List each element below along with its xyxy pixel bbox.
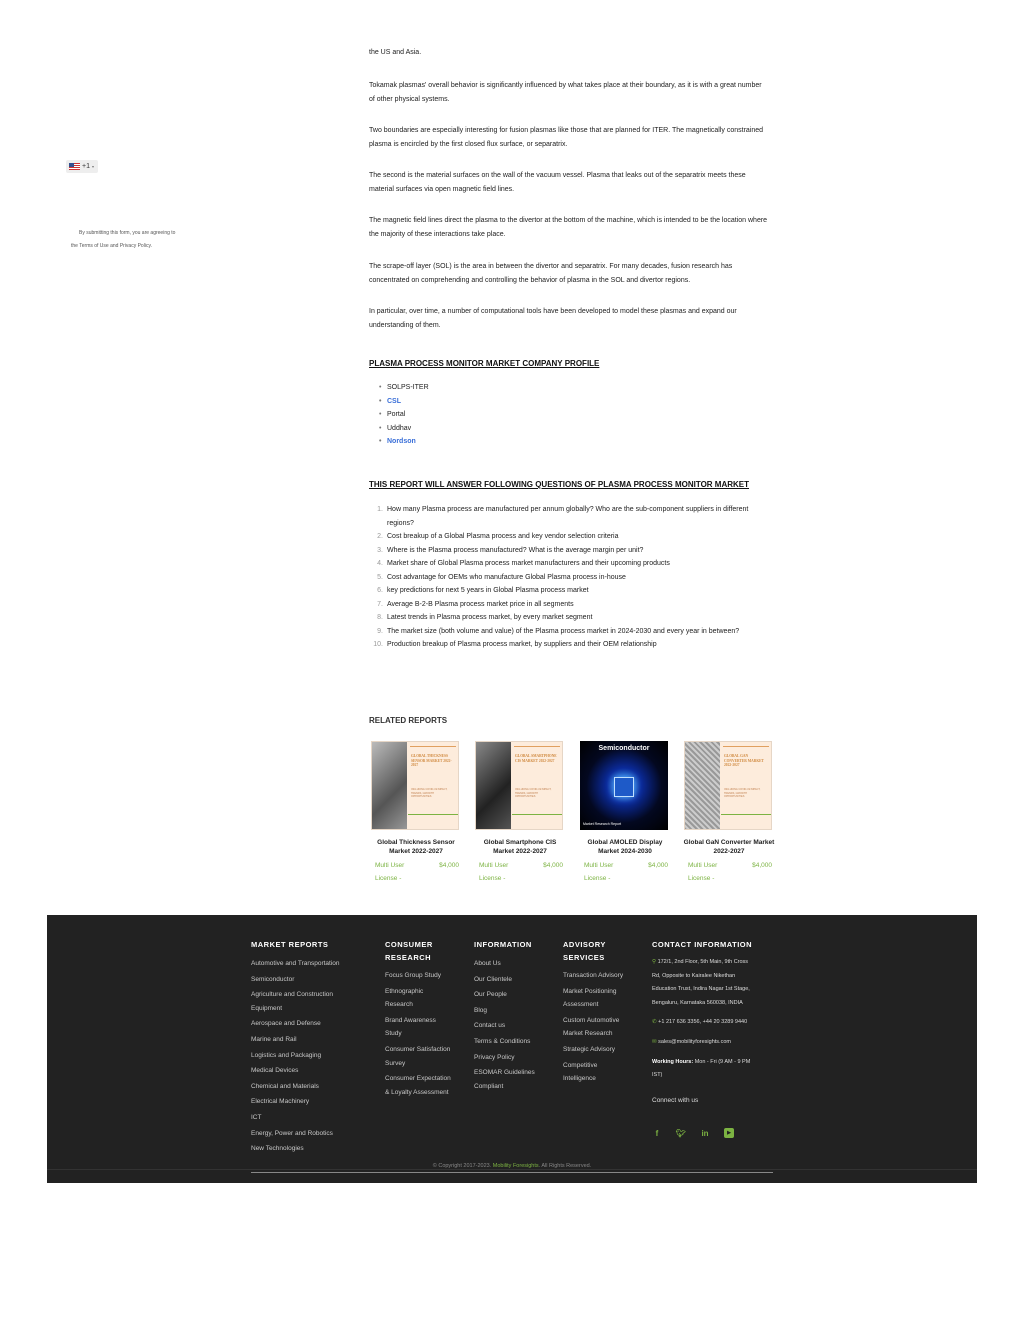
footer-heading: MARKET REPORTS — [251, 940, 329, 949]
footer-link[interactable]: Terms & Conditions — [474, 1037, 531, 1045]
footer-link[interactable]: Focus Group Study — [385, 972, 441, 979]
footer-link[interactable]: Market Positioning — [563, 987, 617, 995]
company-link-csl[interactable]: • CSL — [380, 395, 429, 409]
us-flag-icon — [69, 163, 80, 170]
cover-rule — [514, 746, 560, 747]
list-number: 4. — [377, 560, 383, 567]
address-line — [652, 956, 777, 970]
list-number: 5. — [377, 573, 383, 581]
footer-link[interactable]: Research — [385, 1001, 413, 1009]
footer-link[interactable]: Semiconductor — [251, 975, 295, 983]
footer-link[interactable]: Contact us — [474, 1022, 506, 1030]
footer-link[interactable]: Assessment — [563, 1001, 599, 1009]
report-name[interactable]: Global GaN Converter Market 2022-2027 — [683, 839, 775, 855]
copyright-text: . All Rights Reserved. — [538, 1163, 592, 1169]
list-item — [369, 625, 769, 639]
footer-link[interactable]: New Technologies — [251, 1145, 304, 1153]
list-text: How many Plasma process are manufactured per annum globally? Who are the sub-component suppliers in different regions? — [387, 506, 749, 527]
company-list — [380, 381, 429, 449]
list-number: 2. — [377, 533, 383, 540]
company-link-nordson[interactable]: • Nordson — [380, 435, 429, 449]
report-name[interactable]: Global Thickness Sensor Market 2022-2027 — [377, 839, 455, 855]
youtube-icon[interactable]: ▶ — [724, 1128, 734, 1138]
article-paragraph: Two boundaries are especially interesting for fusion plasmas like those that are planned for ITER. The magnetically constrained plasma is encircled by the first closed flux surface, or separatrix. — [369, 127, 764, 148]
footer-information — [474, 938, 554, 1093]
footer-link[interactable]: About Us — [474, 960, 501, 967]
license-label: Multi User License - — [584, 862, 614, 882]
report-price: $4,000 — [543, 862, 563, 869]
list-text: Average B-2-B Plasma process market price in all segments — [387, 600, 574, 608]
article-paragraph: Tokamak plasmas' overall behavior is significantly influenced by what takes place at their boundary, as it is with a great number of other physical systems. — [369, 82, 762, 103]
footer-link[interactable]: Electrical Machinery — [251, 1098, 310, 1106]
list-text: Market share of Global Plasma process market manufacturers and their upcoming products — [387, 560, 670, 567]
list-item — [369, 530, 769, 544]
cover-rule — [723, 746, 769, 747]
list-item — [369, 544, 769, 558]
chevron-down-icon: ▾ — [91, 164, 94, 169]
list-item — [369, 611, 769, 625]
list-item — [369, 638, 769, 652]
brand-link[interactable]: Mobility Foresights — [492, 1163, 539, 1169]
cover-title: GLOBAL THICKNESS SENSOR MARKET 2022-2027 — [411, 754, 452, 767]
phone-text: +1 217 636 3356, +44 20 3289 9440 — [658, 1019, 748, 1026]
footer-divider — [251, 1172, 773, 1173]
footer-link[interactable]: Our Clientele — [474, 975, 512, 983]
cover-rule — [512, 814, 562, 815]
list-number: 9. — [377, 627, 383, 635]
list-item — [369, 557, 769, 571]
list-text: The market size (both volume and value) of the Plasma process market in 2024-2030 and every year in between? — [387, 627, 740, 635]
footer-contact — [652, 938, 777, 1107]
footer-advisory — [563, 938, 643, 1086]
twitter-icon[interactable]: 🐦︎ — [675, 1128, 687, 1138]
article-paragraph: The second is the material surfaces on the wall of the vacuum vessel. Plasma that leaks out of the separatrix meets these material surfaces via open magnetic field lines. — [369, 172, 746, 193]
facebook-icon[interactable]: f — [655, 1128, 659, 1138]
cover-subtitle: INCLUDING COVID-19 IMPACT, TRENDS, GROWTH OPPORTUNITIES — [411, 788, 448, 798]
phone-icon: ✆ — [652, 1019, 657, 1026]
list-number: 10. — [373, 641, 383, 648]
footer-link[interactable]: Market Research — [563, 1030, 613, 1038]
footer-heading: RESEARCH — [385, 953, 432, 962]
footer-link[interactable]: & Loyalty Assessment — [385, 1088, 449, 1096]
list-number: 7. — [377, 600, 383, 608]
list-item: • SOLPS-ITER — [380, 381, 429, 395]
footer-link[interactable]: Energy, Power and Robotics — [251, 1129, 333, 1137]
list-text: key predictions for next 5 years in Global Plasma process market — [387, 587, 589, 594]
report-name[interactable]: Global AMOLED Display Market 2024-2030 — [587, 839, 663, 855]
hours-value: Mon - Fri (9 AM - 9 PM — [694, 1058, 751, 1065]
hours-label: Working Hours: — [652, 1058, 694, 1065]
cover-title: Semiconductor — [598, 745, 650, 752]
footer-link[interactable]: Marine and Rail — [251, 1035, 297, 1043]
copyright — [0, 1163, 1024, 1169]
list-text: Production breakup of Plasma process market, by suppliers and their OEM relationship — [387, 641, 657, 648]
footer-link[interactable]: Equipment — [251, 1004, 283, 1012]
cover-photo — [372, 742, 407, 830]
related-report-card[interactable] — [682, 741, 776, 885]
list-number: 6. — [377, 587, 383, 594]
footer-link[interactable]: Automotive and Transportation — [251, 960, 340, 967]
license-label: Multi User License - — [375, 862, 405, 882]
related-report-card[interactable] — [369, 741, 463, 885]
address-line: Rd, Opposite to Kairalee Nikethan — [652, 972, 736, 979]
working-hours-2: IST) — [652, 1072, 663, 1079]
footer-heading: ADVISORY — [563, 940, 606, 949]
report-cover-image[interactable] — [580, 741, 668, 830]
chip-icon — [614, 777, 634, 797]
form-consent-text-2[interactable]: the Terms of Use and Privacy Policy. — [71, 243, 152, 249]
footer-link[interactable]: Privacy Policy — [474, 1053, 515, 1061]
related-reports-title: RELATED REPORTS — [369, 716, 448, 725]
report-name[interactable]: Global Smartphone CIS Market 2022-2027 — [483, 839, 557, 855]
footer-link[interactable]: Custom Automotive — [563, 1016, 620, 1024]
footer-link[interactable]: Blog — [474, 1006, 488, 1014]
related-report-card[interactable] — [473, 741, 567, 885]
email-text: sales@mobilityforesights.com — [658, 1038, 731, 1045]
email-line[interactable] — [652, 1036, 777, 1050]
footer-link[interactable]: Survey — [385, 1059, 406, 1067]
linkedin-icon[interactable]: in — [701, 1128, 709, 1138]
questions-heading-text: THIS REPORT WILL ANSWER FOLLOWING QUESTIONS OF — [369, 480, 598, 489]
cover-photo — [685, 742, 720, 830]
footer-link[interactable]: Consumer Satisfaction — [385, 1045, 451, 1053]
working-hours — [652, 1056, 777, 1070]
license-label: Multi User License - — [479, 862, 509, 882]
address-text: 172/1, 2nd Floor, 5th Main, 9th Cross — [657, 959, 749, 965]
footer-link[interactable]: ESOMAR Guidelines — [474, 1069, 535, 1077]
article-paragraph: The scrape-off layer (SOL) is the area in between the divertor and separatrix. For many decades, fusion research has concentrated on comprehending and controlling the behavior of plasma in the SOL and divertor regions. — [369, 263, 733, 284]
cover-photo — [476, 742, 511, 830]
footer-heading: INFORMATION — [474, 940, 532, 949]
related-report-card[interactable] — [578, 741, 672, 885]
connect-label: Connect with us — [652, 1096, 699, 1104]
footer-link[interactable]: Logistics and Packaging — [251, 1051, 322, 1059]
questions-heading — [369, 480, 749, 489]
address-line: Bengaluru, Karnataka 560038, INDIA — [652, 999, 743, 1006]
footer-link[interactable]: Consumer Expectation — [385, 1075, 451, 1083]
article-paragraph: The magnetic field lines direct the plasma to the divertor at the bottom of the machine, which is intended to be the location where the majority of these interactions take place. — [369, 217, 768, 238]
license-label: Multi User License - — [688, 862, 718, 882]
footer-link[interactable]: ICT — [251, 1113, 262, 1121]
report-price: $4,000 — [752, 862, 772, 869]
location-pin-icon: ⚲ — [652, 959, 657, 965]
footer-divider — [47, 1169, 977, 1170]
article-paragraph: the US and Asia. — [369, 49, 422, 56]
cover-subtitle: INCLUDING COVID-19 IMPACT, TRENDS, GROWTH OPPORTUNITIES — [724, 788, 761, 798]
phone-country-code: +1 — [82, 163, 90, 170]
footer-link[interactable]: Agriculture and Construction — [251, 991, 334, 999]
footer-link[interactable]: Compliant — [474, 1082, 504, 1090]
phone-line[interactable] — [652, 1016, 777, 1030]
list-item: • Uddhav — [380, 422, 429, 436]
questions-list — [369, 503, 769, 652]
report-cover-image[interactable] — [371, 741, 459, 830]
list-number: 1. — [377, 506, 383, 513]
footer-link[interactable]: Study — [385, 1030, 402, 1038]
footer-link[interactable]: Chemical and Materials — [251, 1082, 319, 1090]
list-text: Cost advantage for OEMs who manufacture Global Plasma process in-house — [387, 573, 626, 581]
footer-link[interactable]: Aerospace and Defense — [251, 1020, 321, 1028]
footer-heading: CONSUMER — [385, 940, 433, 949]
footer-link[interactable]: Medical Devices — [251, 1067, 299, 1075]
list-text: Cost breakup of a Global Plasma process and key vendor selection criteria — [387, 533, 619, 540]
cover-subtitle: Market Research Report — [583, 822, 622, 826]
cover-subtitle: INCLUDING COVID-19 IMPACT, TRENDS, GROWTH OPPORTUNITIES — [515, 788, 552, 798]
footer-heading: CONTACT INFORMATION — [652, 940, 753, 949]
social-links — [652, 1128, 734, 1138]
cover-rule — [721, 814, 771, 815]
phone-country-select[interactable] — [66, 160, 98, 173]
footer-link[interactable]: Intelligence — [563, 1075, 596, 1083]
cover-title: GLOBAL SMARTPHONE CIS MARKET 2022-2027 — [515, 754, 557, 763]
list-item — [369, 584, 769, 598]
footer-consumer-research — [385, 938, 465, 1099]
list-item — [369, 598, 769, 612]
cover-rule — [408, 814, 458, 815]
report-price: $4,000 — [439, 862, 459, 869]
list-text: Latest trends in Plasma process market, by every market segment — [387, 614, 593, 621]
list-item: • Portal — [380, 408, 429, 422]
report-price: $4,000 — [648, 862, 668, 869]
footer-link[interactable]: Our People — [474, 991, 507, 999]
footer-link[interactable]: Ethnographic — [385, 987, 424, 995]
footer-market-reports — [251, 938, 371, 1156]
form-consent-text: By submitting this form, you are agreeing to — [79, 230, 176, 236]
report-cover-image[interactable] — [684, 741, 772, 830]
list-text: Where is the Plasma process manufactured? What is the average margin per unit? — [387, 546, 644, 554]
footer-heading: SERVICES — [563, 953, 605, 962]
footer-link[interactable]: Brand Awareness — [385, 1016, 436, 1024]
footer-link[interactable]: Competitive — [563, 1061, 598, 1069]
list-number: 8. — [377, 614, 383, 621]
questions-heading-link[interactable]: PLASMA PROCESS MONITOR MARKET — [597, 480, 750, 489]
copyright-text: © Copyright 2017-2023. — [432, 1163, 493, 1169]
address-line: Education Trust, Indira Nagar 1st Stage, — [652, 986, 750, 993]
email-icon: ✉ — [652, 1038, 657, 1045]
list-number: 3. — [377, 546, 383, 554]
footer-link[interactable]: Strategic Advisory — [563, 1045, 616, 1053]
report-cover-image[interactable] — [475, 741, 563, 830]
cover-rule — [410, 746, 456, 747]
footer-link[interactable]: Transaction Advisory — [563, 972, 624, 979]
cover-title: GLOBAL GAN CONVERTER MARKET 2022-2027 — [724, 754, 764, 767]
article-paragraph: In particular, over time, a number of computational tools have been developed to model these plasmas and expand our understanding of them. — [369, 308, 737, 329]
company-profile-heading: PLASMA PROCESS MONITOR MARKET COMPANY PROFILE — [369, 359, 600, 368]
list-item — [369, 571, 769, 585]
list-item — [369, 503, 769, 530]
